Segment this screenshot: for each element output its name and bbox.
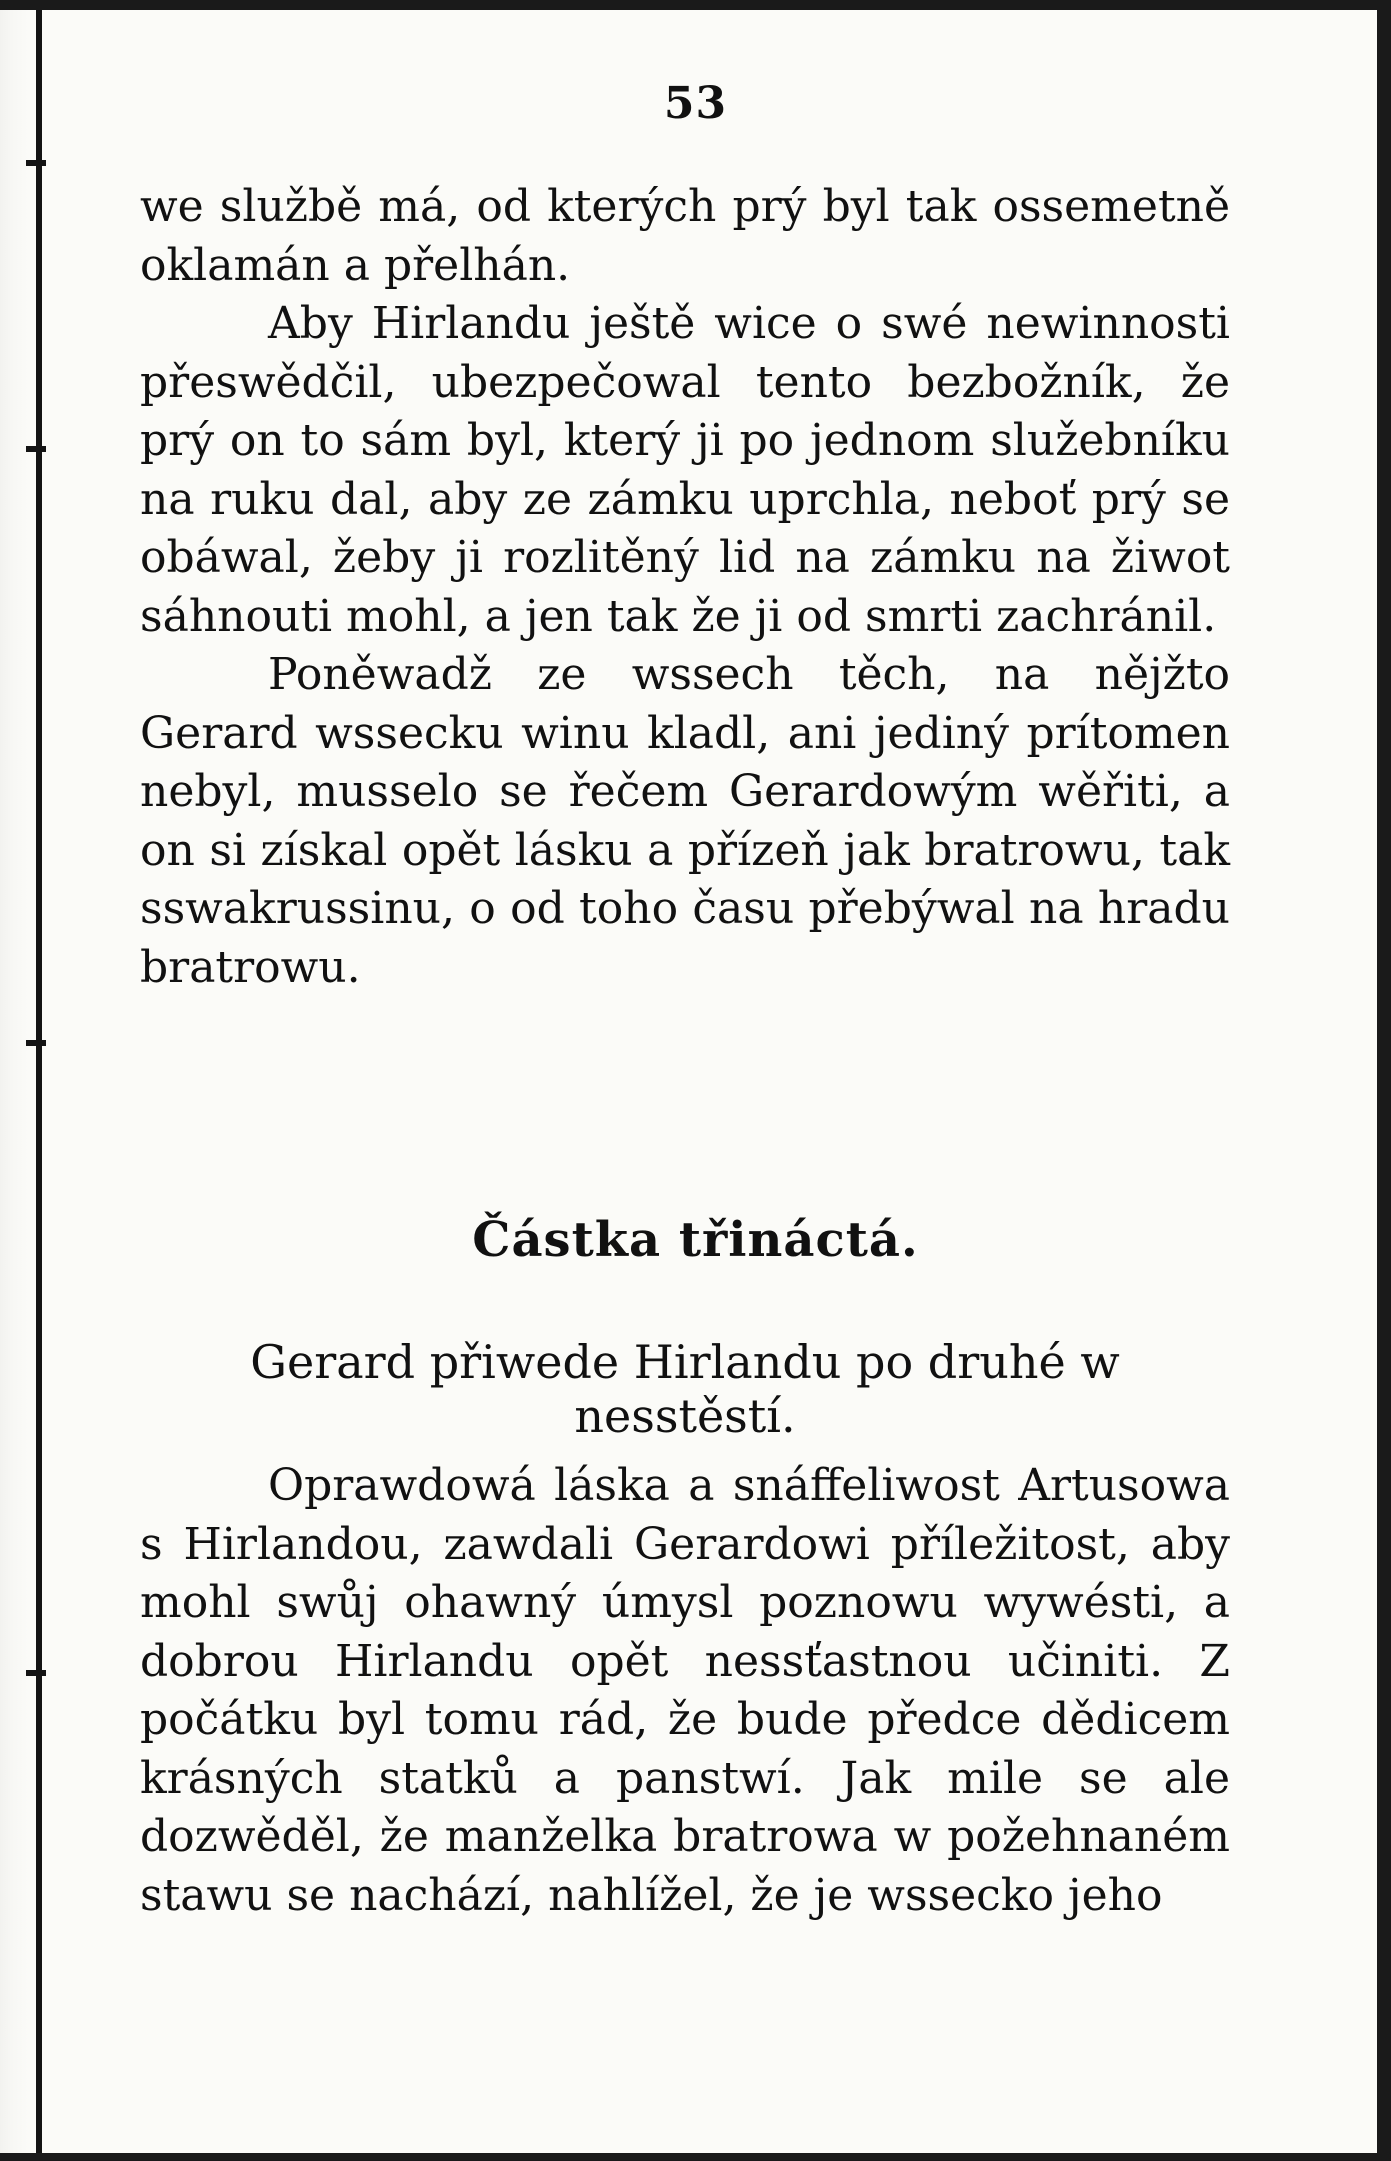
chapter-title: Částka třináctá. [472,1212,919,1268]
paragraph: Oprawdowá láska a snáffeliwost Artusowa s Hirlandou, zawdali Gerardowi příležitost, aby mohl swůj ohawný úmysl poznowu wywésti, a dobrou Hirlandu opět nessťastnou učiniti. Z počátku byl tomu rád, že bude předce dědicem krásných statků a panstwí. Jak mile se ale dozwěděl, že manželka bratrowa w požehnaném stawu se nachází, nahlížel, že je wssecko jeho [140,1460,1230,1921]
binding-tick [26,1670,46,1676]
binding-tick [26,446,46,452]
text-block-top [140,178,1230,997]
binding-rule [36,0,42,2161]
binding-tick [26,1040,46,1046]
page-edge-right [1377,0,1391,2161]
page-edge-bottom [0,2153,1391,2161]
paragraph: Aby Hirlandu ještě wice o swé newinnosti přeswědčil, ubezpečowal tento bezbožník, že prý on to sám byl, který ji po jednom služebníku na ruku dal, aby ze zámku uprchla, neboť prý se obáwal, žeby ji rozlitěný lid na zámku na žiwot sáhnouti mohl, a jen tak že ji od smrti zachránil. [140,298,1230,642]
chapter-subtitle: Gerard přiwede Hirlandu po druhé w nesstěstí. [250,1335,1120,1443]
text-block-bottom [140,1457,1230,1925]
page-gutter-shadow [0,0,28,2161]
page-number: 53 [663,78,728,129]
paragraph: Poněwadž ze wssech těch, na nějžto Gerard wssecku winu kladl, ani jediný prítomen nebyl, musselo se řečem Gerardowým wěřiti, a on si získal opět lásku a přízeň jak bratrowu, tak sswakrussinu, o od toho času přebýwal na hradu bratrowu. [140,649,1230,993]
paragraph: we službě má, od kterých prý byl tak ossemetně oklamán a přelhán. [140,181,1230,291]
binding-tick [26,160,46,166]
page-edge-top [0,0,1391,10]
